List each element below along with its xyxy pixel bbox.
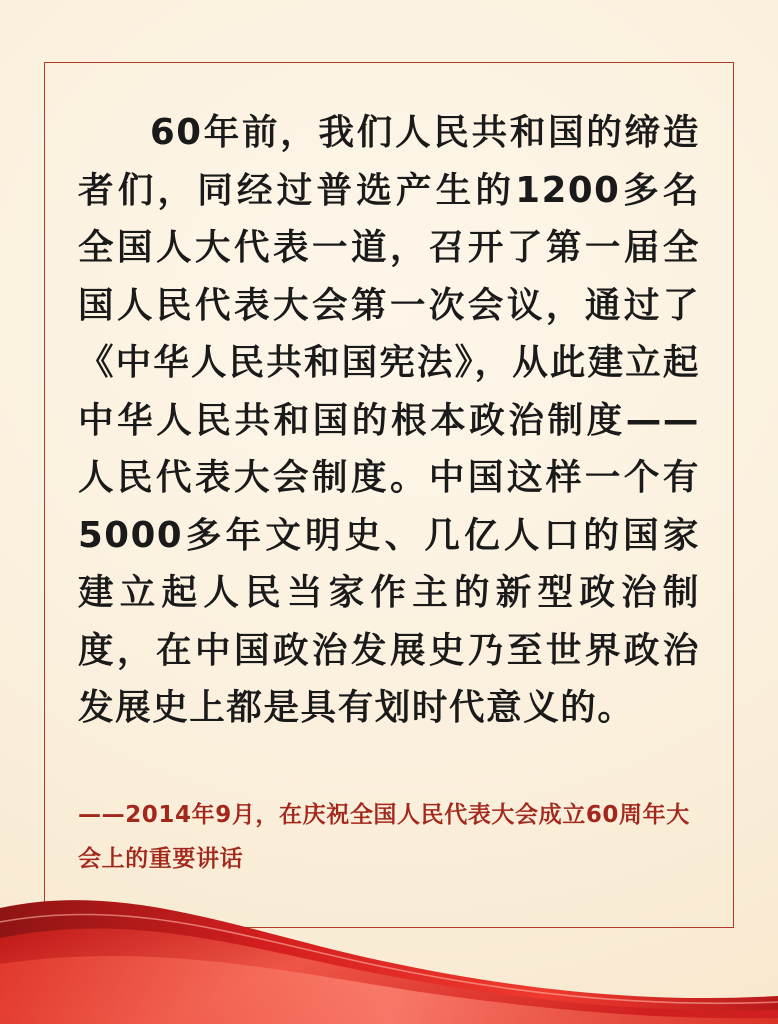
quote-text: 60年前，我们人民共和国的缔造者们，同经过普选产生的1200多名全国人大代表一道，召开了第一届全国人民代表大会第一次会议，通过了《中华人民共和国宪法》，从此建立起中华人民共和国的根本政治制度——人民代表大会制度。中国这样一个有5000多年文明史、几亿人口的国家建立起人民当家作主的新型政治制度，在中国政治发展史乃至世界政治发展史上都是具有划时代意义的。 — [78, 112, 700, 728]
red-ribbon-decoration — [0, 864, 778, 1024]
quote-content — [78, 104, 700, 882]
quote-attribution: ——2014年9月，在庆祝全国人民代表大会成立60周年大会上的重要讲话 — [78, 801, 690, 873]
